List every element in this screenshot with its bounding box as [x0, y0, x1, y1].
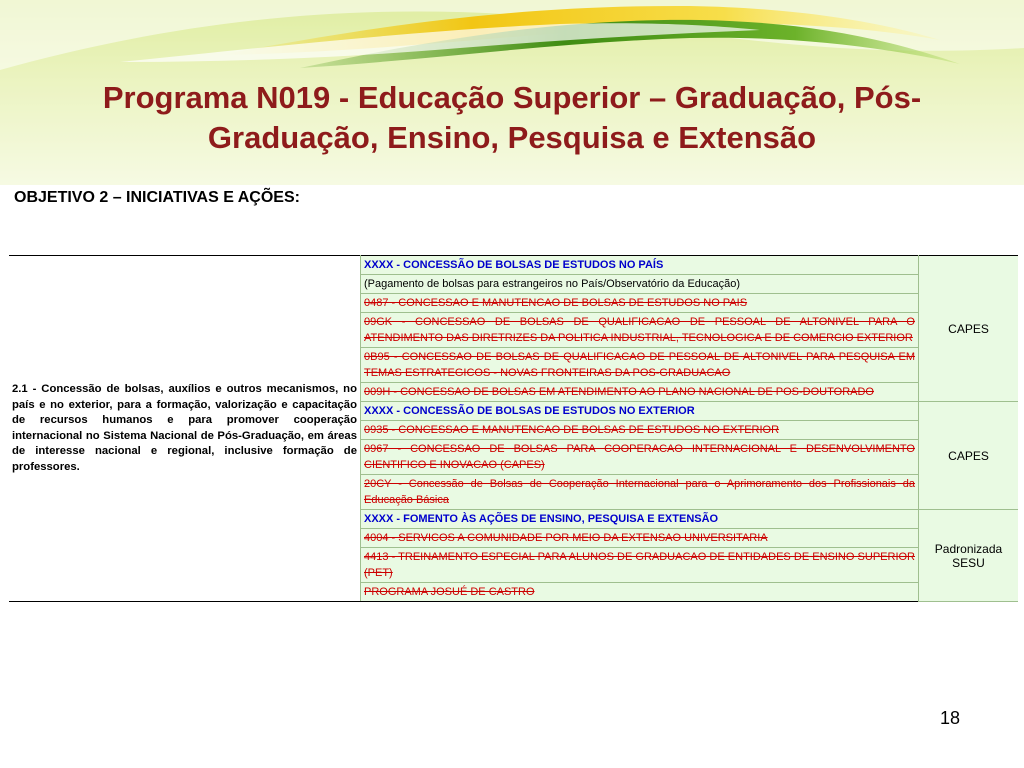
- section-subtitle: OBJETIVO 2 – INICIATIVAS E AÇÕES:: [14, 189, 300, 206]
- slide-title: Programa N019 - Educação Superior – Graduação, Pós-Graduação, Ensino, Pesquisa e Extensão: [102, 80, 922, 155]
- action-group-heading: XXXX - CONCESSÃO DE BOLSAS DE ESTUDOS NO PAÍS: [361, 256, 919, 275]
- table-row: [9, 256, 1018, 275]
- action-item: 0487 - CONCESSAO E MANUTENCAO DE BOLSAS DE ESTUDOS NO PAIS: [361, 294, 919, 313]
- action-item: 4413 - TREINAMENTO ESPECIAL PARA ALUNOS DE GRADUACAO DE ENTIDADES DE ENSINO SUPERIOR (PET): [361, 548, 919, 583]
- action-item: 20CY - Concessão de Bolsas de Cooperação Internacional para o Aprimoramento dos Profissionais da Educação Básica: [361, 475, 919, 510]
- action-item: (Pagamento de bolsas para estrangeiros no País/Observatório da Educação): [361, 275, 919, 294]
- responsible-org: Padronizada SESU: [919, 510, 1019, 602]
- initiative-description: 2.1 - Concessão de bolsas, auxílios e outros mecanismos, no país e no exterior, para a formação, valorização e capacitação de recursos humanos e para promover cooperação internacional no Sistema Nacional de Pós-Graduação, em áreas de interesse nacional e regional, inclusive formação de professores.: [9, 256, 361, 602]
- action-item: 4004 - SERVICOS A COMUNIDADE POR MEIO DA EXTENSAO UNIVERSITARIA: [361, 529, 919, 548]
- initiatives-table: [9, 255, 1018, 602]
- action-item: 009H - CONCESSAO DE BOLSAS EM ATENDIMENTO AO PLANO NACIONAL DE POS-DOUTORADO: [361, 383, 919, 402]
- action-item: 0967 - CONCESSAO DE BOLSAS PARA COOPERACAO INTERNACIONAL E DESENVOLVIMENTO CIENTIFICO E INOVACAO (CAPES): [361, 440, 919, 475]
- responsible-org: CAPES: [919, 256, 1019, 402]
- action-item: 0935 - CONCESSAO E MANUTENCAO DE BOLSAS DE ESTUDOS NO EXTERIOR: [361, 421, 919, 440]
- action-item: 0B95 - CONCESSAO DE BOLSAS DE QUALIFICACAO DE PESSOAL DE ALTONIVEL PARA PESQUISA EM TEMAS ESTRATEGICOS - NOVAS FRONTEIRAS DA POS-GRADUACAO: [361, 348, 919, 383]
- action-group-heading: XXXX - CONCESSÃO DE BOLSAS DE ESTUDOS NO EXTERIOR: [361, 402, 919, 421]
- action-group-heading: XXXX - FOMENTO ÀS AÇÕES DE ENSINO, PESQUISA E EXTENSÃO: [361, 510, 919, 529]
- page-number: 18: [940, 708, 961, 728]
- responsible-org: CAPES: [919, 402, 1019, 510]
- action-item: 09GK - CONCESSAO DE BOLSAS DE QUALIFICACAO DE PESSOAL DE ALTONIVEL PARA O ATENDIMENTO DAS DIRETRIZES DA POLITICA INDUSTRIAL, TECNOLOGICA E DE COMERCIO EXTERIOR: [361, 313, 919, 348]
- action-item: PROGRAMA JOSUÉ DE CASTRO: [361, 583, 919, 602]
